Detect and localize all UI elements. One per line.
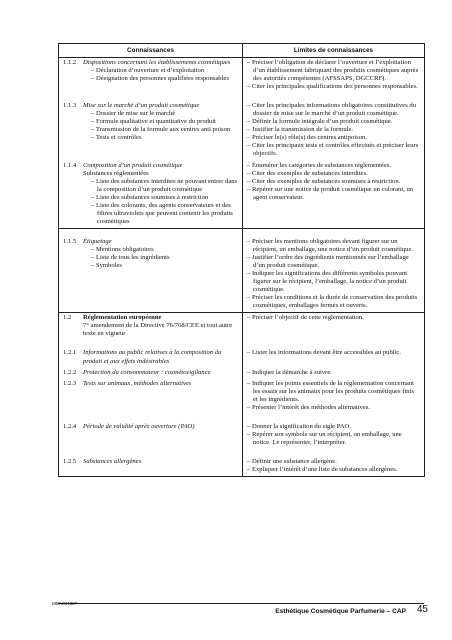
limit-item: – Présenter l’intérêt des méthodes alternatives. bbox=[247, 403, 371, 411]
table-row bbox=[59, 368, 425, 379]
section-number: 1.2.5 bbox=[63, 457, 77, 465]
limit-item: – Justifier l’ordre des ingrédients mentionnés sur l’emballage d’un produit cosmétique. bbox=[247, 253, 409, 270]
connaissances-cell bbox=[59, 58, 243, 94]
limites-cell bbox=[243, 368, 425, 379]
connaissances-cell bbox=[59, 368, 243, 379]
limit-item: – Justifier la transmission de la formule. bbox=[247, 126, 354, 134]
limit-item: – Préciser les mentions obligatoires devant figurer sur un récipient, un emballage, une notice d’un produit cosmétique. bbox=[247, 237, 414, 253]
limites-cell bbox=[243, 58, 425, 94]
limites-cell bbox=[243, 379, 425, 414]
list-item: – Liste de tous les ingrédients bbox=[91, 253, 170, 261]
section-text: Substances réglementées bbox=[83, 169, 149, 177]
limit-item: – Définir une substance allergène. bbox=[247, 457, 337, 465]
section-title: Étiquetage bbox=[83, 237, 112, 245]
list-item: – Tests et contrôles bbox=[91, 134, 142, 142]
limites-cell bbox=[243, 313, 425, 341]
limit-item: – Préciser le(s) rôle(s) des centres antipoison. bbox=[247, 134, 367, 142]
section-number: 1.2.3 bbox=[63, 379, 77, 387]
list-item: – Liste des colorants, des agents conservateurs et des filtres ultraviolets que peuvent contenir les produits cosmétiques bbox=[91, 201, 233, 225]
section-title: Mise sur le marché d’un produit cosmétique bbox=[83, 102, 200, 110]
table-row bbox=[59, 58, 425, 94]
limit-item: – Préciser l’objectif de cette réglementation. bbox=[247, 314, 364, 322]
limit-item: – Donner la signification du sigle PAO. bbox=[247, 422, 351, 430]
section-title: Réglementation européenne bbox=[83, 314, 162, 322]
section-number: 1.2 bbox=[63, 314, 72, 322]
limites-cell bbox=[243, 228, 425, 312]
document-page bbox=[58, 43, 424, 477]
list-item: – Symboles bbox=[91, 262, 122, 270]
section-number: 1.2.1 bbox=[63, 349, 77, 357]
header-connaissances: Connaissances bbox=[59, 44, 243, 58]
section-title: Informations au public relatives à la composition du produit et aux effets indésirables bbox=[83, 349, 222, 365]
limit-item: – Citer les principaux tests et contrôles effectués et préciser leurs objectifs. bbox=[247, 142, 419, 158]
section-number: 1.1.2 bbox=[63, 59, 77, 66]
page-number: 45 bbox=[416, 604, 428, 615]
limit-item: – Citer les principales qualifications des personnes responsables. bbox=[247, 83, 418, 91]
section-title: Protection du consommateur : cosmétovigilance bbox=[83, 368, 211, 376]
limites-cell bbox=[243, 340, 425, 367]
limit-item: – Citer des exemples de substances interdites. bbox=[247, 169, 368, 177]
limit-item: – Citer des exemples de substances soumises à restriction. bbox=[247, 177, 401, 185]
section-title: Dispositions concernant les établissements cosmétiques bbox=[83, 59, 231, 66]
limit-item: – Énumérer les catégories de substances réglementées. bbox=[247, 161, 392, 169]
list-item: – Déclaration d’ouverture et d’exploitation bbox=[91, 67, 205, 75]
list-item: – Mentions obligatoires bbox=[91, 245, 154, 253]
limit-item: – Indiquer les significations des différents symboles pouvant figurer sur le récipient, l’emballage, la notice d’un produit cosmétique. bbox=[247, 270, 408, 294]
section-number: 1.1.5 bbox=[63, 237, 77, 245]
table-row bbox=[59, 228, 425, 312]
limit-item: – Indiquer les points essentiels de la réglementation concernant les essais sur les animaux pour les produits cosmétiques finis et les ingrédients. bbox=[247, 379, 414, 403]
limit-item: – Indiquer la démarche à suivre. bbox=[247, 368, 332, 376]
limit-item: – Préciser l’obligation de déclarer l’ouverture et l’exploitation d’un établissement fabriquant des produits cosmétiques auprès des autorités compétentes (AFSSAPS, DGCCRF). bbox=[247, 59, 419, 83]
table-row bbox=[59, 340, 425, 367]
limit-item: – Repérer son symbole sur un récipient, un emballage, une notice. Le représenter, l’interpréter. bbox=[247, 430, 402, 446]
limit-item: – Définir la formule intégrale d’un produit cosmétique. bbox=[247, 118, 393, 126]
section-title: Tests sur animaux, méthodes alternatives bbox=[83, 379, 192, 387]
section-title: Composition d’un produit cosmétique bbox=[83, 161, 183, 169]
table-row bbox=[59, 93, 425, 160]
section-number: 1.2.4 bbox=[63, 422, 77, 430]
section-number: 1.1.3 bbox=[63, 102, 77, 110]
section-title: Période de validité après ouverture (PAO) bbox=[83, 422, 195, 430]
section-number: 1.1.4 bbox=[63, 161, 77, 169]
list-item: – Liste des substances soumises à restriction bbox=[91, 193, 209, 201]
section-title: Substances allergènes bbox=[83, 457, 142, 465]
connaissances-cell bbox=[59, 379, 243, 414]
connaissances-cell bbox=[59, 313, 243, 341]
curriculum-table bbox=[58, 43, 425, 477]
table-row bbox=[59, 449, 425, 477]
page-footer bbox=[52, 602, 428, 625]
table-row bbox=[59, 161, 425, 229]
connaissances-cell bbox=[59, 93, 243, 160]
limit-item: – Préciser les conditions et la durée de conservation des produits cosmétiques, emballages fermés et ouverts. bbox=[247, 294, 418, 310]
connaissances-cell bbox=[59, 449, 243, 477]
list-item: – Dossier de mise sur le marché bbox=[91, 110, 176, 118]
list-item: – Liste des substances interdites ne pouvant entrer dans la composition d’un produit cosmétique bbox=[91, 177, 238, 193]
limit-item: – Lister les informations devant être accessibles au public. bbox=[247, 349, 401, 357]
footer-title: Esthétique Cosmétique Parfumerie – CAP bbox=[275, 608, 406, 615]
connaissances-cell bbox=[59, 228, 243, 312]
list-item: – Formule qualitative et quantitative du produit bbox=[91, 118, 216, 126]
list-item: – Transmission de la formule aux centres anti poison bbox=[91, 126, 231, 134]
limites-cell bbox=[243, 161, 425, 229]
connaissances-cell bbox=[59, 161, 243, 229]
footer-publisher: MEN/CNDP bbox=[52, 602, 78, 607]
table-row bbox=[59, 379, 425, 414]
table-row bbox=[59, 414, 425, 449]
limit-item: – Repérer sur une notice de produit cosmétique un colorant, un agent conservateur. bbox=[247, 185, 414, 201]
header-limites: Limites de connaissances bbox=[243, 44, 425, 58]
section-number: 1.2.2 bbox=[63, 368, 77, 376]
limit-item: – Expliquer l’intérêt d’une liste de substances allergènes. bbox=[247, 465, 398, 473]
limites-cell bbox=[243, 414, 425, 449]
list-item: – Désignation des personnes qualifiées responsables bbox=[91, 75, 229, 83]
connaissances-cell bbox=[59, 340, 243, 367]
limit-item: – Citer les principales informations obligatoires constitutives du dossier de mise sur le marché d’un produit cosmétique. bbox=[247, 102, 417, 118]
connaissances-cell bbox=[59, 414, 243, 449]
table-row bbox=[59, 313, 425, 341]
footer-rule bbox=[58, 603, 424, 604]
limites-cell bbox=[243, 449, 425, 477]
limites-cell bbox=[243, 93, 425, 160]
section-text: 7° amendement de la Directive 76/768/CEE et tout autre texte en vigueur bbox=[83, 322, 233, 338]
